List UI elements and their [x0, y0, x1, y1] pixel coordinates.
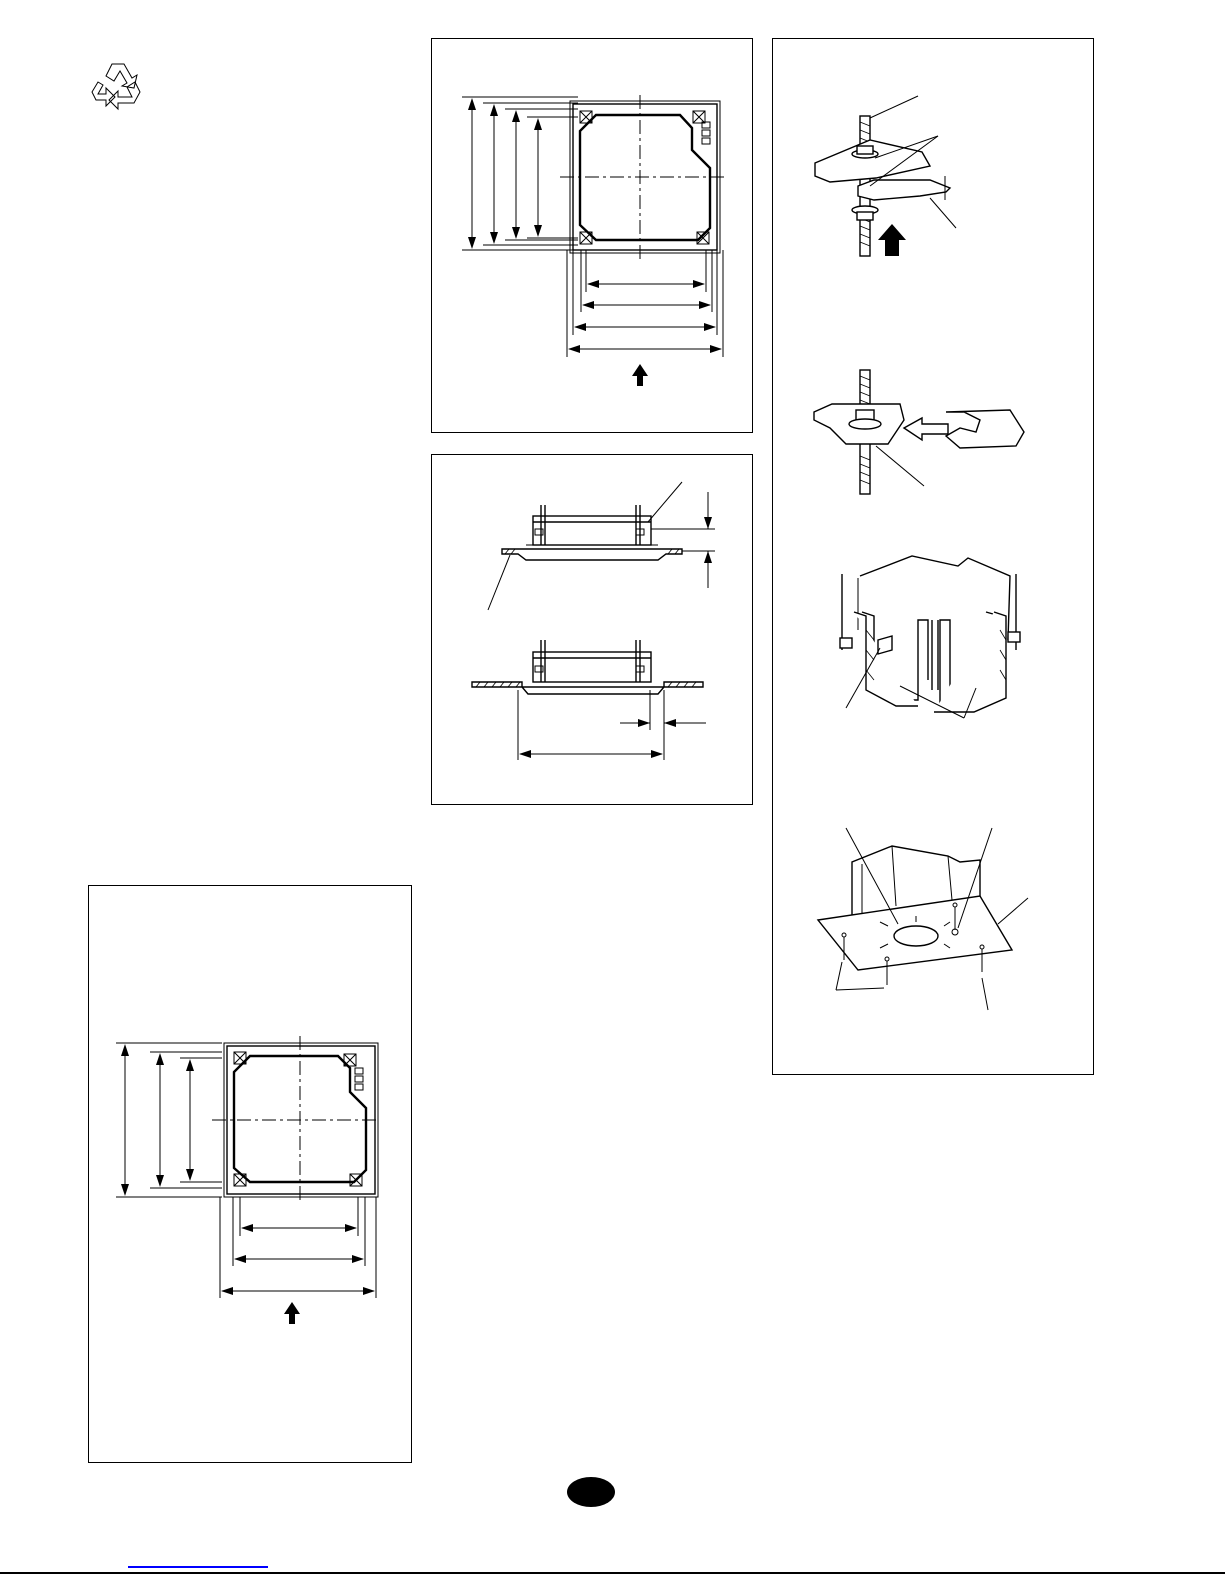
arrow-up-icon [284, 1302, 300, 1324]
footer-rule [0, 1572, 1225, 1574]
footer-link-underline[interactable] [128, 1566, 268, 1568]
page-badge-icon [567, 1477, 615, 1507]
